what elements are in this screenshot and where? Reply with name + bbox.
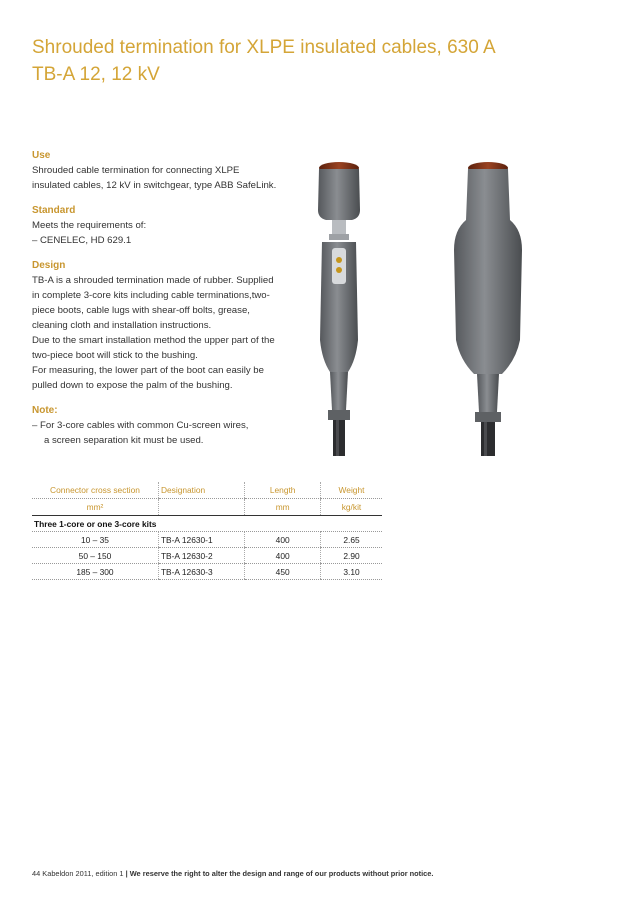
standard-line-1: Meets the requirements of: xyxy=(32,220,147,231)
cell-length: 450 xyxy=(245,564,321,580)
note-line-2: a screen separation kit must be used. xyxy=(44,435,204,446)
cell-designation: TB-A 12630-2 xyxy=(158,548,244,564)
cell-cross-section: 10 – 35 xyxy=(32,532,158,548)
header-designation: Designation xyxy=(158,482,244,499)
design-line-3: piece boots, cable lugs with shear-off bolts, grease, xyxy=(32,305,250,316)
use-line-1: Shrouded cable termination for connecting XLPE xyxy=(32,165,240,176)
unit-weight: kg/kit xyxy=(320,499,382,516)
cell-cross-section: 185 – 300 xyxy=(32,564,158,580)
design-line-6: two-piece boot will stick to the bushing. xyxy=(32,350,198,361)
design-line-7: For measuring, the lower part of the boot can easily be xyxy=(32,365,264,376)
description-column xyxy=(32,148,297,448)
design-line-5: Due to the smart installation method the upper part of the xyxy=(32,335,275,346)
termination-open-illustration xyxy=(308,160,370,460)
design-line-1: TB-A is a shrouded termination made of rubber. Supplied xyxy=(32,275,274,286)
title-line-1: Shrouded termination for XLPE insulated cables, 630 A xyxy=(32,37,496,58)
cell-weight: 2.90 xyxy=(320,548,382,564)
design-heading: Design xyxy=(32,260,66,271)
page-footer xyxy=(32,869,433,878)
standard-heading: Standard xyxy=(32,205,76,216)
unit-designation xyxy=(158,499,244,516)
footer-separator: | xyxy=(125,869,128,878)
table-group-row xyxy=(32,516,382,532)
table-row xyxy=(32,548,382,564)
cell-length: 400 xyxy=(245,532,321,548)
cell-designation: TB-A 12630-1 xyxy=(158,532,244,548)
standard-line-2: – CENELEC, HD 629.1 xyxy=(32,235,132,246)
header-weight: Weight xyxy=(320,482,382,499)
note-heading: Note: xyxy=(32,405,58,416)
title-line-2: TB-A 12, 12 kV xyxy=(32,64,160,85)
table-header-row xyxy=(32,482,382,499)
termination-assembled-illustration xyxy=(450,160,526,460)
header-length: Length xyxy=(245,482,321,499)
table-units-row xyxy=(32,499,382,516)
cell-designation: TB-A 12630-3 xyxy=(158,564,244,580)
design-line-8: pulled down to expose the palm of the bushing. xyxy=(32,380,233,391)
note-line-1: – For 3-core cables with common Cu-screen wires, xyxy=(32,420,249,431)
table-row xyxy=(32,532,382,548)
design-line-2: in complete 3-core kits including cable terminations,two- xyxy=(32,290,270,301)
footer-notice: We reserve the right to alter the design and range of our products without prior notice. xyxy=(129,869,434,878)
specification-table xyxy=(32,482,382,580)
cell-cross-section: 50 – 150 xyxy=(32,548,158,564)
page-title xyxy=(32,34,496,88)
group-label: Three 1-core or one 3-core kits xyxy=(32,516,382,532)
unit-length: mm xyxy=(245,499,321,516)
use-heading: Use xyxy=(32,150,51,161)
cell-weight: 2.65 xyxy=(320,532,382,548)
cell-weight: 3.10 xyxy=(320,564,382,580)
footer-page-info: 44 Kabeldon 2011, edition 1 xyxy=(32,869,124,878)
design-line-4: cleaning cloth and installation instructions. xyxy=(32,320,212,331)
cell-length: 400 xyxy=(245,548,321,564)
use-line-2: insulated cables, 12 kV in switchgear, type ABB SafeLink. xyxy=(32,180,277,191)
header-connector-cross-section: Connector cross section xyxy=(32,482,158,499)
unit-cross-section: mm² xyxy=(32,499,158,516)
table-row xyxy=(32,564,382,580)
